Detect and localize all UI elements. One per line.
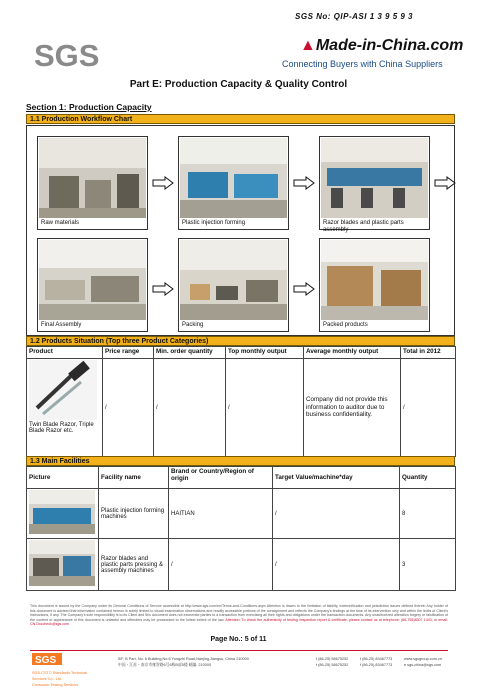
footer-company-block [32, 652, 94, 688]
table-row [27, 539, 456, 591]
company-division: Consumer Testing Services [32, 683, 79, 687]
company-name: SGS-CSTC Standards Technical Services Co., Ltd. [32, 671, 87, 681]
product-name: Twin Blade Razor, Triple Blade Razor etc. [29, 422, 94, 434]
mic-tagline: Connecting Buyers with China Suppliers [282, 59, 443, 69]
svg-text:SGS: SGS [35, 655, 57, 665]
table-row [27, 489, 456, 539]
facilities-table [26, 466, 456, 591]
assembly-machine-photo [29, 540, 95, 586]
attention-text: Attention: To check the authenticity of testing /inspection report & certificate, please contact us at telephone: (86-755)8307 1443, or email: CN.Doccheck@sgs.com [30, 617, 448, 627]
step-caption: Packing [182, 322, 204, 328]
footer-web [404, 656, 448, 668]
step-caption: Final Assembly [41, 322, 82, 328]
svg-text:SGS: SGS [34, 38, 100, 72]
step-caption: Plastic injection forming [182, 220, 246, 226]
address-en: 5/F, B Part, No. 6 Building,No.6 Yongzhi Road,Nanjing,Jiangsu, China 210000 [118, 657, 249, 661]
facility-name: Razor blades and plastic parts pressing & assembly machines [99, 539, 169, 591]
telephone-cn: t (86-25) 58675252 [316, 663, 349, 667]
arrow-right-icon [152, 282, 174, 296]
disclaimer-text: This document is issued by the Company under its General Conditions of Service accessible at http://www.sgs.com/en/Terms-and-Conditions.aspx Attention is drawn to the limitation of liability, indemnification and jurisdiction issues defined therein Any holder of this document is advised that information contained hereon is solely limited to visual examination observations and readily accessible portions of the consignment and reflects the Company's findings at the time of its intervention only and within the limits of Client's instructions, if any. The Company's sole responsibility is to its Client and this document does not exonerate parties to a transaction from exercising all their rights and obligations under the transaction documents. Any unauthorized alteration forgery or falsification of the content or appearance of this document is unlawful and offenders may be prosecuted to the fullest extent of the law. [30, 604, 448, 622]
mic-logo-suffix: .com [426, 37, 464, 54]
injection-photo [180, 138, 287, 218]
facility-target: / [273, 539, 400, 591]
packing-photo [180, 240, 287, 320]
blade-assembly-photo [321, 138, 428, 218]
fax: f (86-25) 83467773 [360, 657, 393, 661]
footer-divider [30, 650, 448, 651]
arrow-right-icon [293, 176, 315, 190]
workflow-step-final-assembly [37, 238, 148, 332]
workflow-step-raw-materials [37, 136, 148, 230]
page-title: Part E: Production Capacity & Quality Control [129, 79, 348, 90]
footer-fax [360, 656, 402, 668]
packed-products-photo [321, 240, 428, 320]
facility-name: Plastic injection forming machines [99, 489, 169, 539]
facility-quantity: 8 [400, 489, 456, 539]
column-header: Top monthly output [226, 347, 304, 359]
column-header: Price range [103, 347, 154, 359]
column-header: Min. order quantity [154, 347, 226, 359]
razor-product-photo [29, 360, 97, 420]
table-row [27, 359, 456, 457]
made-in-china-logo: ▲Made-in-China.com [300, 37, 464, 54]
final-assembly-photo [39, 240, 146, 320]
workflow-step-injection [178, 136, 289, 230]
postcode: 邮编: 210000 [188, 663, 212, 667]
arrow-right-icon [152, 176, 174, 190]
email-link[interactable]: e sgs.china@sgs.com [404, 663, 442, 667]
sgs-number: SGS No: QIP-ASI 1 3 9 5 9 3 [295, 12, 413, 21]
total-cell: / [401, 359, 456, 457]
column-header: Facility name [99, 467, 169, 489]
legal-disclaimer [30, 604, 448, 627]
facility-quantity: 3 [400, 539, 456, 591]
sgs-footer-logo [32, 653, 62, 665]
workflow-step-packing [178, 238, 289, 332]
column-header: Product [27, 347, 103, 359]
column-header: Target Value/machine*day [273, 467, 400, 489]
facilities-heading: 1.3 Main Facilities [26, 456, 455, 466]
fax-cn: f (86-25) 83467773 [360, 663, 393, 667]
min-order-cell: / [154, 359, 226, 457]
column-header: Picture [27, 467, 99, 489]
arrow-right-icon [434, 176, 456, 190]
top-output-cell: / [226, 359, 304, 457]
avg-output-cell: Company did not provide this information to auditor due to business confidentiality. [304, 359, 401, 457]
address-cn: 中国・江苏・南京市雍智路6号6栋B部5楼 [118, 663, 188, 667]
facility-brand: / [169, 539, 273, 591]
price-cell: / [103, 359, 154, 457]
column-header: Quantity [400, 467, 456, 489]
column-header: Average monthly output [304, 347, 401, 359]
footer-tel [316, 656, 358, 668]
telephone: t (86-25) 58675252 [316, 657, 349, 661]
products-heading: 1.2 Products Situation (Top three Product Categories) [26, 336, 455, 346]
step-caption: Razor blades and plastic parts assembly [323, 220, 404, 233]
facility-target: / [273, 489, 400, 539]
raw-materials-photo [39, 138, 146, 218]
section-title: Section 1: Production Capacity [26, 102, 152, 112]
column-header: Total in 2012 [401, 347, 456, 359]
mic-logo-name: Made-in-China [315, 37, 427, 54]
product-cell [27, 359, 103, 457]
column-header: Brand or Country/Region of origin [169, 467, 273, 489]
page-number: Page No.: 5 of 11 [210, 636, 267, 643]
footer-address [118, 656, 268, 668]
facility-picture [27, 539, 99, 591]
injection-machine-photo [29, 490, 95, 534]
workflow-step-blade-assembly [319, 136, 430, 233]
workflow-step-packed-products [319, 238, 430, 332]
step-caption: Packed products [323, 322, 368, 328]
arrow-right-icon [293, 282, 315, 296]
website-link[interactable]: www.sgsgroup.com.cn [404, 657, 442, 661]
products-table [26, 346, 456, 457]
step-caption: Raw materials [41, 220, 80, 226]
workflow-heading: 1.1 Production Workflow Chart [26, 114, 455, 124]
facility-picture [27, 489, 99, 539]
facility-brand: HAITIAN [169, 489, 273, 539]
sgs-logo [32, 36, 104, 72]
